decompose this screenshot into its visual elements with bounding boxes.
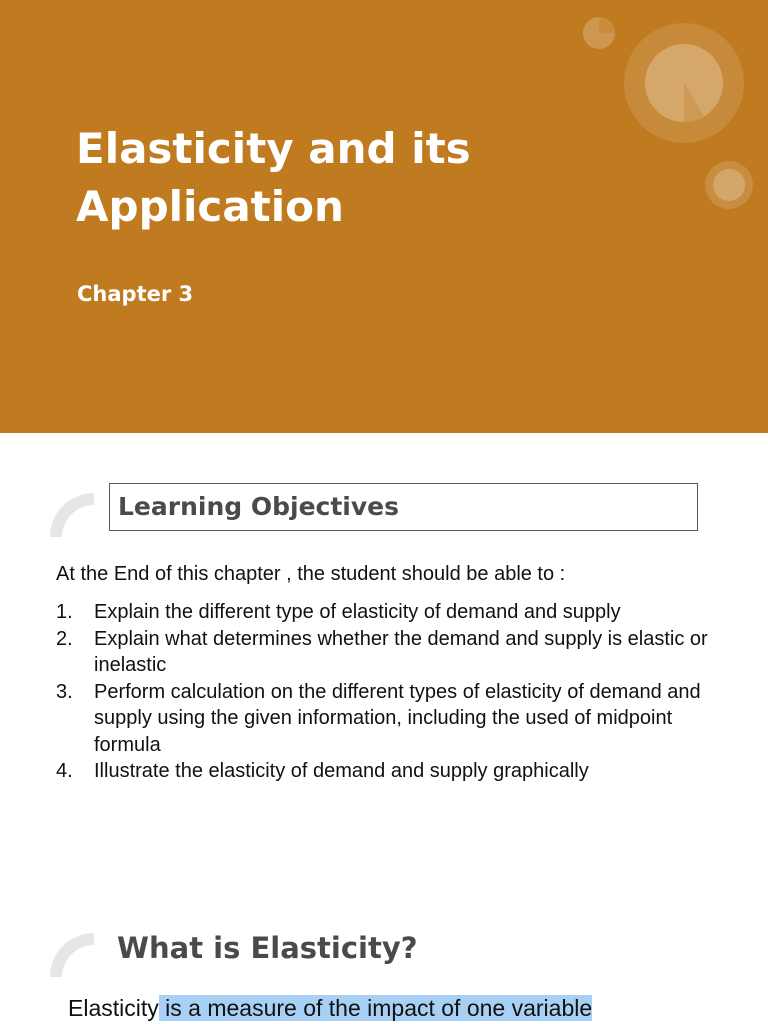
objective-item bbox=[56, 679, 736, 759]
title-slide bbox=[0, 0, 768, 433]
objective-text: Explain what determines whether the demand and supply is elastic or inelastic bbox=[94, 627, 708, 676]
deco-circle-small-cut bbox=[599, 17, 615, 33]
slide-title bbox=[76, 120, 596, 236]
elasticity-heading: What is Elasticity? bbox=[117, 931, 418, 965]
objective-item bbox=[56, 626, 736, 679]
deco-circle-medium bbox=[713, 169, 745, 201]
quarter-circle-decoration bbox=[50, 493, 110, 553]
slide-title-line2: Application bbox=[76, 182, 344, 231]
objective-number: 3. bbox=[56, 680, 73, 703]
highlighted-definition: is a measure of the impact of one variable bbox=[158, 995, 593, 1021]
quarter-circle-decoration bbox=[50, 933, 110, 993]
objectives-list bbox=[56, 599, 736, 785]
slide-title-line1: Elasticity and its bbox=[76, 124, 471, 173]
objective-number: 4. bbox=[56, 760, 73, 782]
objective-text: Perform calculation on the different types of elasticity of demand and supply using the given information, including the used of midpoint formula bbox=[94, 680, 701, 756]
elasticity-definition bbox=[68, 995, 592, 1022]
objective-text: Illustrate the elasticity of demand and supply graphically bbox=[94, 760, 589, 782]
objective-number: 2. bbox=[56, 627, 73, 650]
learning-objectives-box bbox=[109, 483, 698, 531]
objective-item bbox=[56, 599, 736, 626]
objective-text: Explain the different type of elasticity of demand and supply bbox=[94, 601, 621, 623]
objectives-slide bbox=[0, 433, 768, 903]
objectives-intro: At the End of this chapter , the student should be able to : bbox=[56, 563, 566, 585]
learning-objectives-heading: Learning Objectives bbox=[118, 492, 399, 521]
elasticity-slide bbox=[0, 903, 768, 1024]
objective-item bbox=[56, 758, 736, 785]
definition-term: Elasticity bbox=[68, 995, 159, 1021]
objective-number: 1. bbox=[56, 601, 73, 623]
slide-subtitle: Chapter 3 bbox=[77, 282, 194, 306]
